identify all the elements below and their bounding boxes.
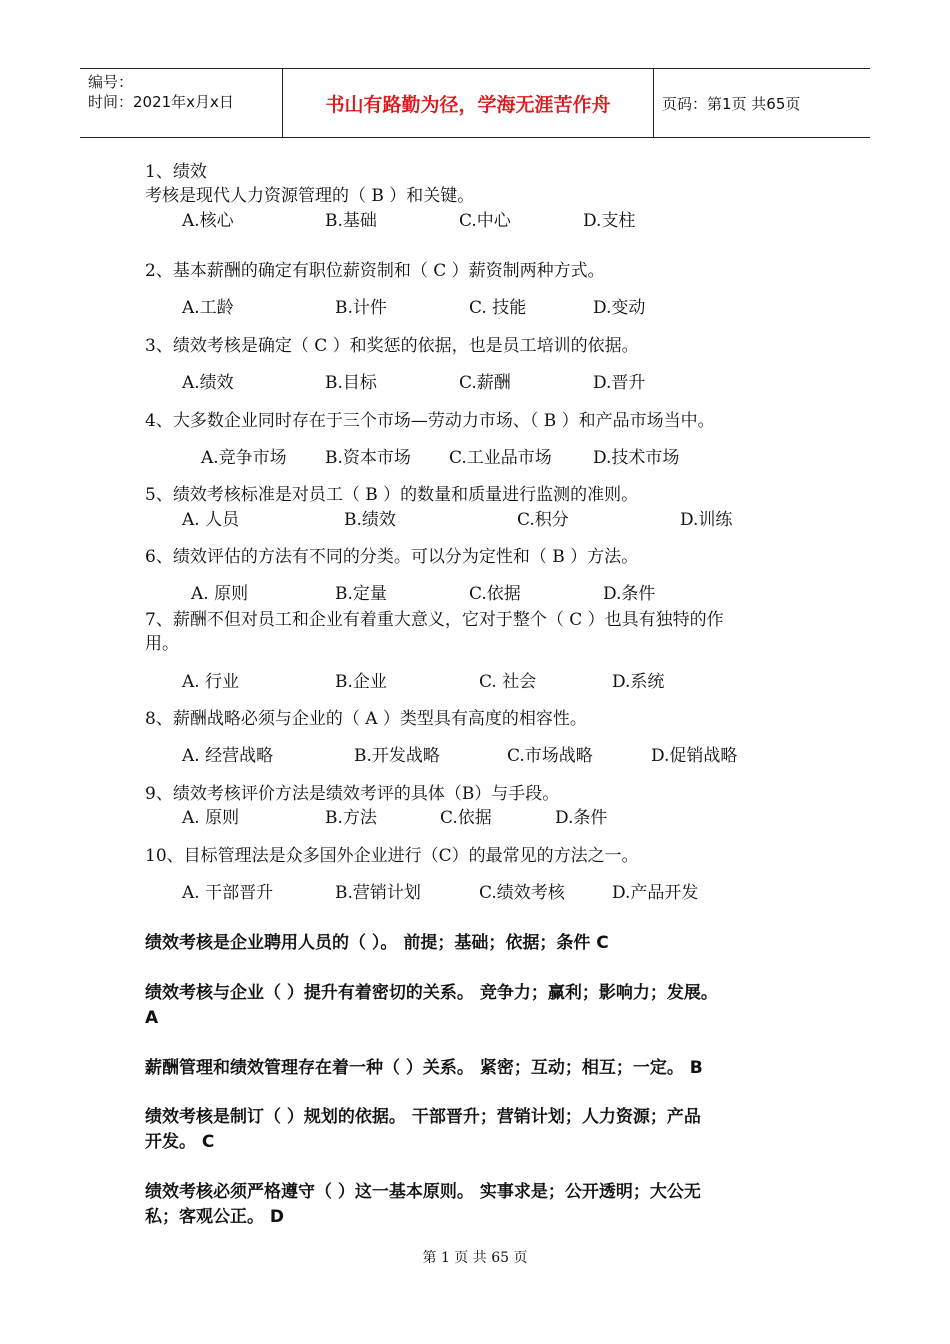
option: A. 干部晋升: [182, 883, 274, 903]
option: D.支柱: [583, 211, 636, 231]
bold-question: 绩效考核是企业聘用人员的（ ）。 前提；基础；依据；条件 C: [145, 933, 609, 953]
option: B.营销计划: [335, 883, 421, 903]
page-footer: 第 1 页 共 65 页: [422, 1250, 528, 1266]
bold-question: 绩效考核必须严格遵守（ ）这一基本原则。 实事求是；公开透明；大公无: [145, 1182, 701, 1202]
bold-question: 开发。 C: [145, 1132, 215, 1152]
option: A. 行业: [182, 672, 240, 692]
bold-question: 绩效考核与企业（ ）提升有着密切的关系。 竞争力；赢利；影响力；发展。: [145, 983, 718, 1003]
question-text: 2、基本薪酬的确定有职位薪资制和（ C ）薪资制两种方式。: [145, 261, 605, 281]
header-motto: 书山有路勤为径，学海无涯苦作舟: [325, 93, 611, 116]
option: C.依据: [440, 808, 492, 828]
question-text: 7、薪酬不但对员工和企业有着重大意义，它对于整个（ C ）也具有独特的作: [145, 610, 724, 630]
question-text: 9、绩效考核评价方法是绩效考评的具体（B）与手段。: [145, 784, 560, 804]
option: B.方法: [325, 808, 377, 828]
question-text: 8、薪酬战略必须与企业的（ A ）类型具有高度的相容性。: [145, 709, 587, 729]
option: D.系统: [612, 672, 665, 692]
option: A.绩效: [182, 373, 234, 393]
option: C.依据: [469, 584, 521, 604]
question-text: 6、绩效评估的方法有不同的分类。可以分为定性和（ B ）方法。: [145, 547, 639, 567]
option: D.产品开发: [612, 883, 699, 903]
time-label: 时间：2021年x月x日: [88, 93, 234, 111]
option: B.基础: [325, 211, 377, 231]
bold-question: 私；客观公正。 D: [145, 1207, 285, 1227]
option: D.训练: [680, 510, 733, 530]
option: A. 经营战略: [182, 746, 274, 766]
option: A.竞争市场: [201, 448, 287, 468]
option: C.积分: [517, 510, 569, 530]
question-text: 1、绩效: [145, 162, 207, 182]
question-text: 3、绩效考核是确定（ C ）和奖惩的依据，也是员工培训的依据。: [145, 336, 639, 356]
option: D.变动: [593, 298, 646, 318]
option: A. 原则: [182, 808, 240, 828]
option: B.企业: [335, 672, 387, 692]
question-text: 10、目标管理法是众多国外企业进行（C）的最常见的方法之一。: [145, 846, 639, 866]
option: C. 技能: [469, 298, 527, 318]
option: D.促销战略: [651, 746, 738, 766]
question-text: 考核是现代人力资源管理的（ B ）和关键。: [145, 186, 475, 206]
option: B.开发战略: [354, 746, 440, 766]
option: B.绩效: [344, 510, 396, 530]
option: D.晋升: [593, 373, 646, 393]
option: A. 人员: [182, 510, 240, 530]
option: D.技术市场: [593, 448, 680, 468]
header-meta: [80, 69, 282, 137]
option: A.工龄: [182, 298, 234, 318]
option: A. 原则: [191, 584, 249, 604]
bold-question: 绩效考核是制订（ ）规划的依据。 干部晋升；营销计划；人力资源；产品: [145, 1107, 701, 1127]
option: D.条件: [603, 584, 656, 604]
option: C.中心: [459, 211, 511, 231]
option: C. 社会: [479, 672, 537, 692]
number-label: 编号：: [88, 73, 134, 91]
header-page-info: 页码：第1页 共65页: [662, 95, 801, 113]
option: B.资本市场: [325, 448, 411, 468]
option: C.薪酬: [459, 373, 511, 393]
option: B.计件: [335, 298, 387, 318]
option: C.绩效考核: [479, 883, 565, 903]
question-text: 5、绩效考核标准是对员工（ B ）的数量和质量进行监测的准则。: [145, 485, 639, 505]
question-text: 用。: [145, 634, 179, 654]
option: B.目标: [325, 373, 377, 393]
bold-question: 薪酬管理和绩效管理存在着一种（ ）关系。 紧密；互动；相互；一定。 B: [145, 1058, 703, 1078]
option: C.市场战略: [507, 746, 593, 766]
option: D.条件: [555, 808, 608, 828]
option: B.定量: [335, 584, 387, 604]
page-header: [80, 68, 870, 138]
option: C.工业品市场: [449, 448, 552, 468]
header-divider: [653, 69, 654, 137]
option: A.核心: [182, 211, 234, 231]
bold-question-answer: A: [145, 1008, 159, 1028]
question-text: 4、大多数企业同时存在于三个市场—劳动力市场、（ B ）和产品市场当中。: [145, 411, 715, 431]
